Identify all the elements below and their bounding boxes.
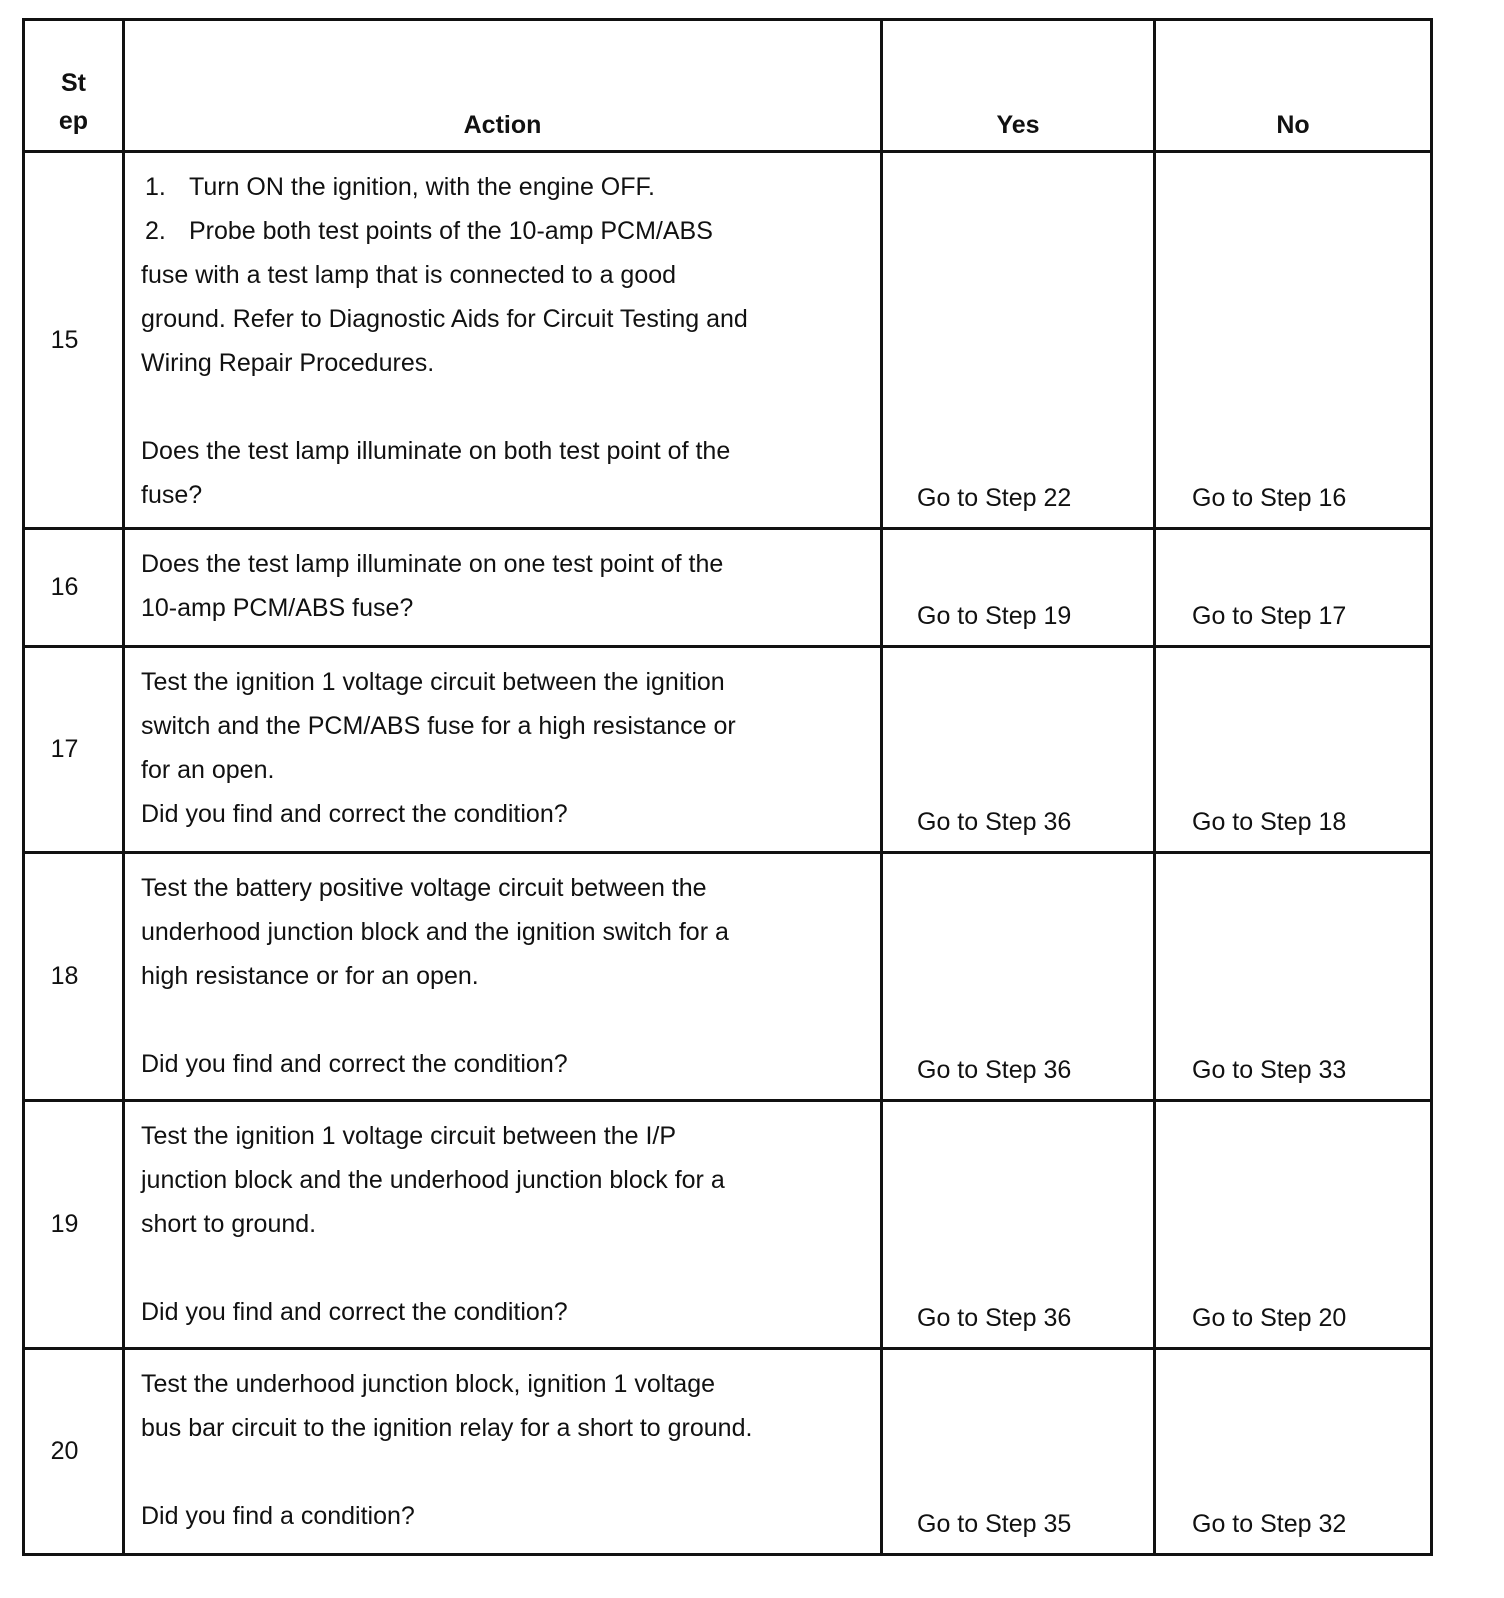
step-number: 18	[24, 853, 124, 1101]
action-text: Test the ignition 1 voltage circuit between the ignition	[141, 668, 725, 696]
yes-result: Go to Step 36	[882, 647, 1155, 853]
list-number: 2.	[145, 217, 166, 245]
no-result: Go to Step 32	[1155, 1349, 1432, 1555]
table-row	[24, 853, 1432, 1101]
table-header-row	[24, 20, 1432, 152]
step-number: 16	[24, 529, 124, 647]
header-step-line1: St	[61, 69, 86, 97]
question-text: Does the test lamp illuminate on one test point of the	[141, 550, 724, 578]
question-text: Did you find and correct the condition?	[141, 1050, 568, 1078]
question-text: fuse?	[141, 481, 203, 509]
action-text: Test the underhood junction block, ignition 1 voltage	[141, 1370, 715, 1398]
table-row	[24, 647, 1432, 853]
header-step-line2: ep	[58, 107, 89, 135]
action-text: Test the battery positive voltage circuit between the	[141, 874, 707, 902]
action-cell	[124, 1349, 882, 1555]
yes-result: Go to Step 22	[882, 152, 1155, 529]
action-cell	[124, 529, 882, 647]
action-list-item	[141, 209, 850, 253]
header-no: No	[1155, 20, 1432, 152]
step-number: 17	[24, 647, 124, 853]
action-cell	[124, 853, 882, 1101]
no-result: Go to Step 20	[1155, 1101, 1432, 1349]
table-row	[24, 1349, 1432, 1555]
action-text: Test the ignition 1 voltage circuit between the I/P	[141, 1122, 677, 1150]
no-result: Go to Step 33	[1155, 853, 1432, 1101]
action-text: switch and the PCM/ABS fuse for a high resistance or	[141, 712, 736, 740]
yes-result: Go to Step 36	[882, 853, 1155, 1101]
question-text: Did you find and correct the condition?	[141, 800, 568, 828]
diagnostic-table-page	[22, 18, 1430, 1556]
header-action: Action	[124, 20, 882, 152]
action-text: short to ground.	[141, 1210, 317, 1238]
question-text: 10-amp PCM/ABS fuse?	[141, 594, 414, 622]
yes-result: Go to Step 36	[882, 1101, 1155, 1349]
yes-result: Go to Step 35	[882, 1349, 1155, 1555]
action-text: junction block and the underhood junction block for a	[141, 1166, 725, 1194]
action-text: underhood junction block and the ignition switch for a	[141, 918, 729, 946]
step-number: 20	[24, 1349, 124, 1555]
action-list-item	[141, 165, 850, 209]
action-cell	[124, 152, 882, 529]
table-row	[24, 1101, 1432, 1349]
no-result: Go to Step 16	[1155, 152, 1432, 529]
question-text: Did you find a condition?	[141, 1502, 415, 1530]
diagnostic-table	[22, 18, 1433, 1556]
yes-result: Go to Step 19	[882, 529, 1155, 647]
question-text: Does the test lamp illuminate on both test point of the	[141, 437, 731, 465]
table-row	[24, 529, 1432, 647]
action-text: Probe both test points of the 10-amp PCM/ABS	[189, 217, 713, 245]
step-number: 19	[24, 1101, 124, 1349]
no-result: Go to Step 18	[1155, 647, 1432, 853]
action-text: Turn ON the ignition, with the engine OFF.	[189, 173, 655, 201]
no-result: Go to Step 17	[1155, 529, 1432, 647]
action-cell	[124, 647, 882, 853]
action-text: high resistance or for an open.	[141, 962, 479, 990]
header-step	[24, 20, 124, 152]
action-cell	[124, 1101, 882, 1349]
header-yes: Yes	[882, 20, 1155, 152]
action-text: Wiring Repair Procedures.	[141, 349, 435, 377]
action-text: ground. Refer to Diagnostic Aids for Circuit Testing and	[141, 305, 748, 333]
question-text: Did you find and correct the condition?	[141, 1298, 568, 1326]
action-text: fuse with a test lamp that is connected to a good	[141, 261, 677, 289]
list-number: 1.	[145, 173, 166, 201]
table-row	[24, 152, 1432, 529]
action-text: for an open.	[141, 756, 275, 784]
action-text: bus bar circuit to the ignition relay for a short to ground.	[141, 1414, 753, 1442]
step-number: 15	[24, 152, 124, 529]
